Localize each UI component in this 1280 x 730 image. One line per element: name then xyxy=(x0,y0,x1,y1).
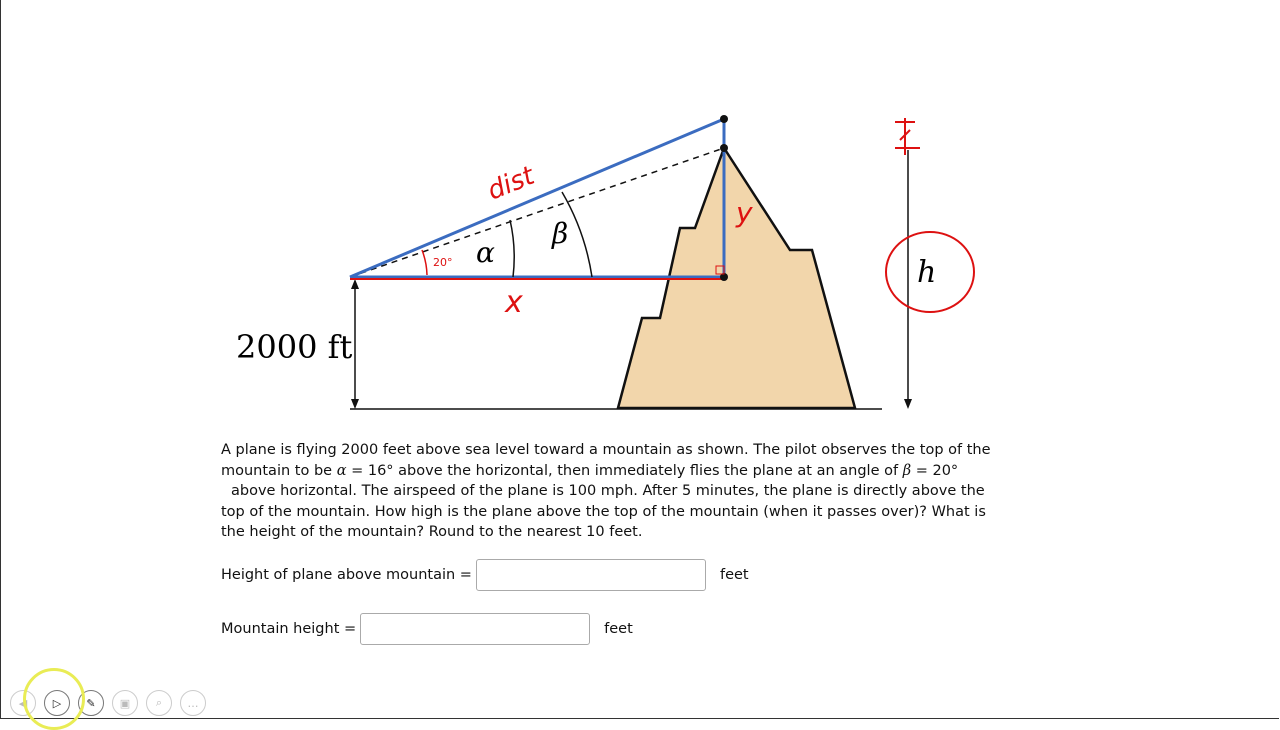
cursor-highlight xyxy=(23,668,85,730)
more-icon[interactable]: … xyxy=(180,690,206,716)
svg-text:h: h xyxy=(917,255,937,290)
answer-row-plane-height: Height of plane above mountain = feet xyxy=(221,559,749,591)
problem-text: A plane is flying 2000 feet above sea level toward a mountain as shown. The pilot observes the top of the mountain to be α = 16° above the horizontal, then immediately flies the plane at an angle of β = 20° above horizontal. The airspeed of the plane is 100 mph. After 5 minutes, the plane is directly above the top of the mountain. How high is the plane above the top of the mountain (when it passes over)? What is the height of the mountain? Round to the nearest 10 feet. xyxy=(221,442,991,540)
pen-icon[interactable]: ✎ xyxy=(78,690,104,716)
svg-text:20°: 20° xyxy=(433,256,453,269)
save-icon[interactable]: ▣ xyxy=(112,690,138,716)
svg-text:β: β xyxy=(552,217,569,250)
plane-height-input[interactable] xyxy=(476,559,706,591)
flight-path xyxy=(350,119,724,277)
svg-text:x: x xyxy=(505,285,523,320)
mountain-height-input[interactable] xyxy=(360,613,590,645)
height-label: 2000 ft xyxy=(236,328,353,366)
svg-text:α: α xyxy=(476,236,495,269)
zoom-icon[interactable]: ⌕ xyxy=(146,690,172,716)
sight-line xyxy=(350,148,724,277)
svg-text:dist: dist xyxy=(483,160,539,207)
answer-row-mountain-height: Mountain height = feet xyxy=(221,613,633,645)
svg-text:y: y xyxy=(736,196,753,229)
pointer-icon[interactable]: ▷ xyxy=(44,690,70,716)
prev-icon[interactable]: ◀ xyxy=(10,690,36,716)
